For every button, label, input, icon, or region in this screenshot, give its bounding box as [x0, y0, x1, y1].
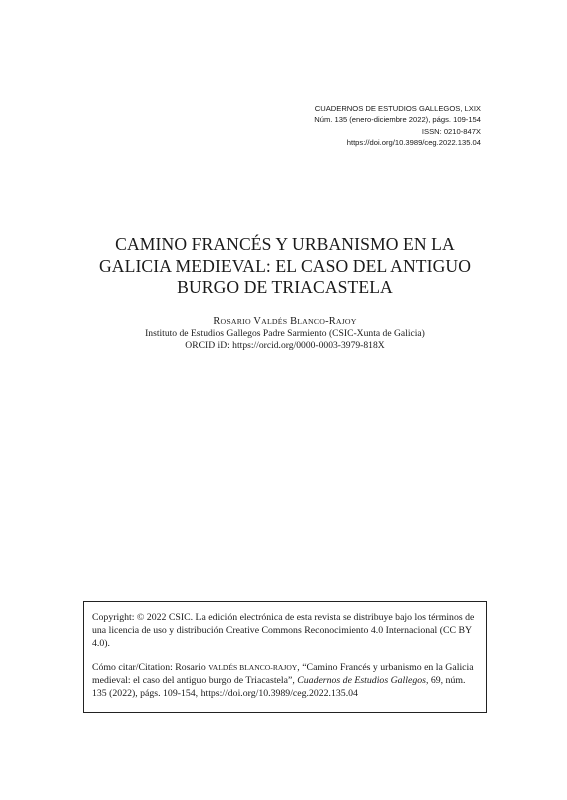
journal-header: [221, 103, 481, 148]
author-orcid[interactable]: ORCID iD: https://orcid.org/0000-0003-3979-818X: [185, 340, 385, 352]
author-initial-1: R: [213, 316, 221, 327]
author-affiliation: Instituto de Estudios Gallegos Padre Sarmiento (CSIC-Xunta de Galicia): [145, 328, 425, 339]
license-citation-box: [83, 601, 487, 713]
issue-info: Núm. 135 (enero-diciembre 2022), págs. 109-154: [314, 115, 481, 125]
author-initial-4: -R: [325, 316, 336, 327]
author-rest-1: OSARIO: [220, 317, 251, 326]
citation-prefix: Cómo citar/Citation: Rosario: [92, 661, 209, 673]
citation-title: , “Camino Francés y urbanismo en la Galicia medieval: el caso del antiguo burgo de Triacastela”,: [92, 661, 474, 686]
author-rest-3: LANCO: [297, 317, 326, 326]
title-line-2: GALICIA MEDIEVAL: EL CASO DEL ANTIGUO: [99, 255, 471, 276]
article-title: [80, 234, 490, 299]
title-line-1: CAMINO FRANCÉS Y URBANISMO EN LA: [115, 234, 455, 254]
doi-link[interactable]: https://doi.org/10.3989/ceg.2022.135.04: [346, 137, 481, 147]
author-name: [80, 315, 490, 328]
issn: ISSN: 0210-847X: [421, 126, 481, 136]
journal-name: CUADERNOS DE ESTUDIOS GALLEGOS, LXIX: [314, 104, 481, 113]
author-rest-2: ALDÉS: [261, 317, 288, 326]
citation-author: VALDÉS BLANCO-RAJOY: [208, 662, 298, 672]
author-block: [80, 315, 490, 353]
citation-suffix: , 69, núm. 135 (2022), págs. 109-154, https://doi.org/10.3989/ceg.2022.135.04: [92, 674, 466, 700]
author-rest-4: AJOY: [335, 317, 357, 326]
citation-journal: Cuadernos de Estudios Gallegos: [297, 674, 426, 686]
citation-text: [92, 661, 477, 701]
author-initial-3: B: [290, 316, 298, 327]
title-line-3: BURGO DE TRIACASTELA: [177, 277, 393, 297]
author-initial-2: V: [253, 316, 262, 327]
copyright-notice: Copyright: © 2022 CSIC. La edición electrónica de esta revista se distribuye bajo los términos de una licencia de uso y distribución Creative Commons Reconocimiento 4.0 Internacional (CC BY 4.0).: [92, 612, 475, 650]
